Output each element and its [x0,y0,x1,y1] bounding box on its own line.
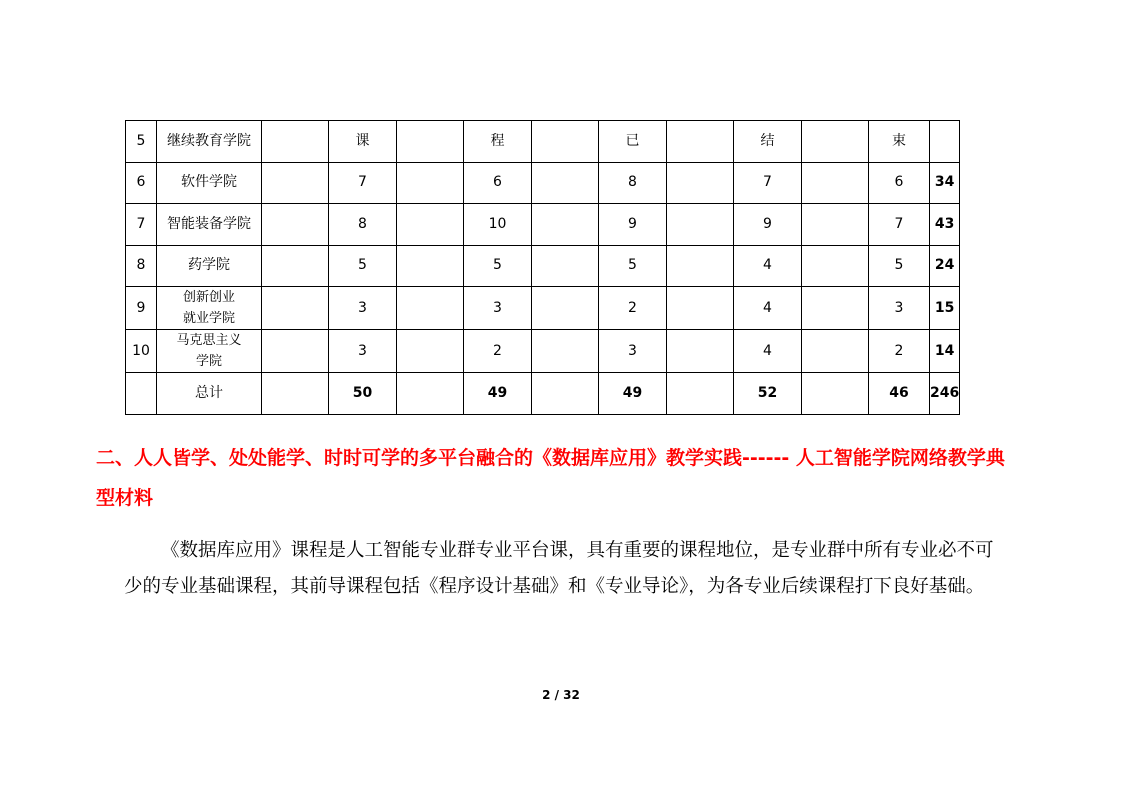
blank-cell [667,287,734,330]
page-number: 2 / 32 [542,688,580,702]
value-cell: 5 [599,245,667,287]
table-body [126,121,960,415]
blank-cell [262,245,329,287]
college-name-cell: 智能装备学院 [157,204,262,246]
row-number-cell: 8 [126,245,157,287]
blank-cell [532,162,599,204]
row-total-cell: 43 [930,204,960,246]
value-cell: 6 [869,162,930,204]
blank-cell [262,330,329,373]
blank-cell [397,373,464,415]
value-cell: 3 [599,330,667,373]
value-cell: 4 [734,330,802,373]
summary-value-cell: 46 [869,373,930,415]
blank-cell [802,204,869,246]
college-name-cell: 药学院 [157,245,262,287]
value-cell: 3 [329,287,397,330]
row-number-cell [126,373,157,415]
grand-total-cell: 246 [930,373,960,415]
table-row [126,245,960,287]
value-cell: 7 [329,162,397,204]
blank-cell [262,287,329,330]
college-name-cell: 软件学院 [157,162,262,204]
blank-cell [397,287,464,330]
section-heading: 二、人人皆学、处处能学、时时可学的多平台融合的《数据库应用》教学实践------ 人工智能学院网络教学典型材料 [96,447,1005,509]
value-cell: 束 [869,121,930,163]
summary-value-cell: 49 [599,373,667,415]
college-course-table [125,120,960,415]
value-cell: 5 [329,245,397,287]
blank-cell [667,121,734,163]
row-number-cell: 6 [126,162,157,204]
value-cell: 7 [869,204,930,246]
blank-cell [802,287,869,330]
blank-cell [532,330,599,373]
row-total-cell: 24 [930,245,960,287]
value-cell: 7 [734,162,802,204]
blank-cell [397,330,464,373]
value-cell: 2 [464,330,532,373]
blank-cell [802,245,869,287]
blank-cell [667,373,734,415]
value-cell: 已 [599,121,667,163]
value-cell: 9 [734,204,802,246]
blank-cell [667,162,734,204]
value-cell: 课 [329,121,397,163]
value-cell: 9 [599,204,667,246]
value-cell: 3 [329,330,397,373]
value-cell: 5 [464,245,532,287]
summary-value-cell: 50 [329,373,397,415]
value-cell: 2 [599,287,667,330]
blank-cell [532,287,599,330]
row-total-cell [930,121,960,163]
blank-cell [262,373,329,415]
blank-cell [262,121,329,163]
blank-cell [532,245,599,287]
value-cell: 8 [329,204,397,246]
blank-cell [667,245,734,287]
blank-cell [397,162,464,204]
blank-cell [532,373,599,415]
summary-value-cell: 52 [734,373,802,415]
row-number-cell: 5 [126,121,157,163]
value-cell: 6 [464,162,532,204]
row-number-cell: 10 [126,330,157,373]
summary-label-cell: 总计 [157,373,262,415]
blank-cell [802,330,869,373]
value-cell: 2 [869,330,930,373]
summary-value-cell: 49 [464,373,532,415]
blank-cell [397,245,464,287]
body-paragraph: 《数据库应用》课程是人工智能专业群专业平台课，具有重要的课程地位，是专业群中所有专业必不可少的专业基础课程，其前导课程包括《程序设计基础》和《专业导论》，为各专业后续课程打下良好基础。 [124,540,994,597]
row-total-cell: 34 [930,162,960,204]
row-number-cell: 9 [126,287,157,330]
blank-cell [667,204,734,246]
value-cell: 3 [464,287,532,330]
value-cell: 4 [734,245,802,287]
table-row [126,330,960,373]
row-total-cell: 15 [930,287,960,330]
value-cell: 5 [869,245,930,287]
value-cell: 3 [869,287,930,330]
college-name-cell: 马克思主义 学院 [157,330,262,373]
table-row [126,121,960,163]
college-name-cell: 创新创业 就业学院 [157,287,262,330]
value-cell: 8 [599,162,667,204]
table-row [126,204,960,246]
college-name-cell: 继续教育学院 [157,121,262,163]
summary-row [126,373,960,415]
blank-cell [397,204,464,246]
row-total-cell: 14 [930,330,960,373]
blank-cell [802,373,869,415]
blank-cell [262,204,329,246]
blank-cell [532,204,599,246]
blank-cell [262,162,329,204]
blank-cell [667,330,734,373]
row-number-cell: 7 [126,204,157,246]
value-cell: 4 [734,287,802,330]
blank-cell [802,121,869,163]
value-cell: 程 [464,121,532,163]
blank-cell [397,121,464,163]
table-row [126,287,960,330]
blank-cell [532,121,599,163]
table-row [126,162,960,204]
value-cell: 10 [464,204,532,246]
blank-cell [802,162,869,204]
value-cell: 结 [734,121,802,163]
